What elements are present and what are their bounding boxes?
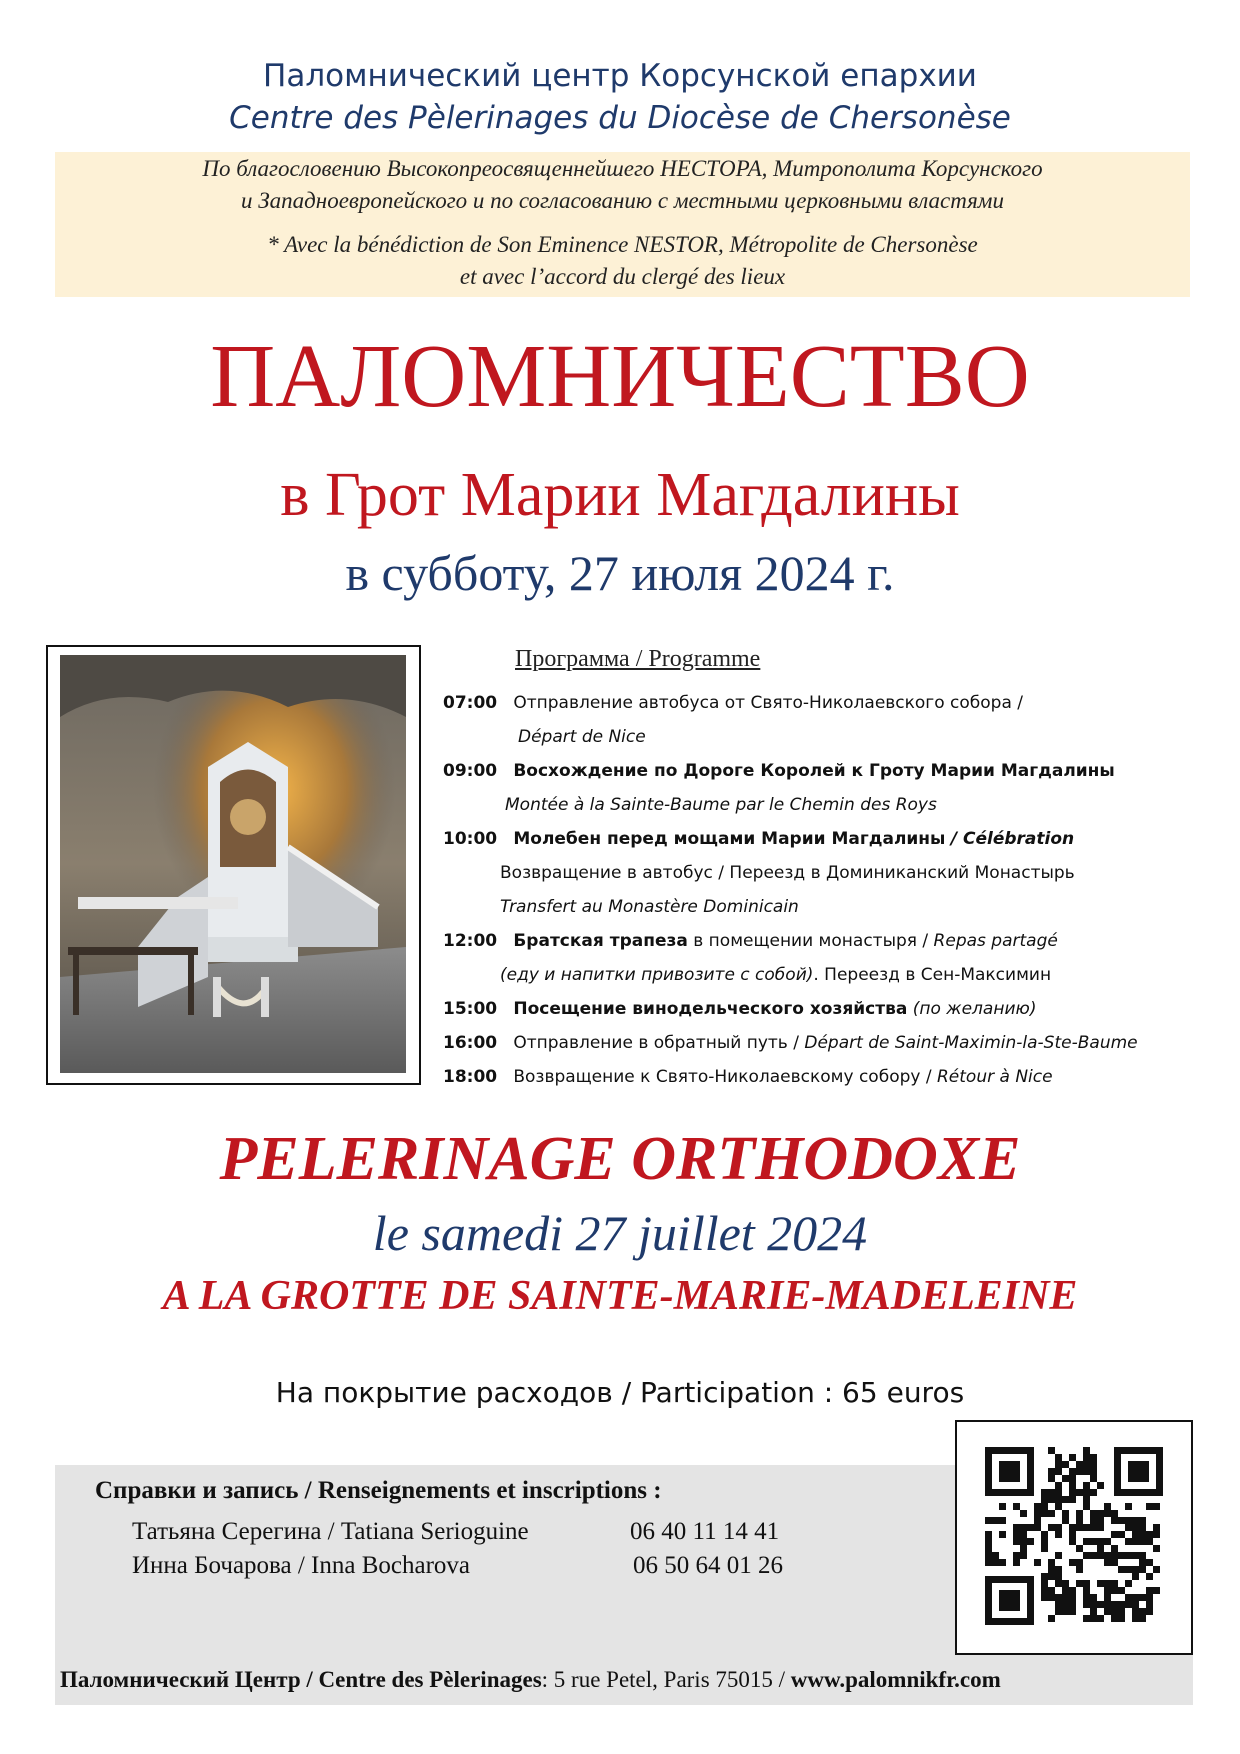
qr-module (1048, 1566, 1055, 1573)
qr-module (1076, 1461, 1083, 1468)
qr-module (1125, 1517, 1132, 1524)
qr-module (1055, 1608, 1062, 1615)
qr-module (1062, 1594, 1069, 1601)
qr-module (1097, 1580, 1104, 1587)
qr-module (1048, 1594, 1055, 1601)
qr-module (1069, 1482, 1076, 1489)
qr-module (1090, 1517, 1097, 1524)
qr-module (1132, 1524, 1139, 1531)
qr-module (1090, 1615, 1097, 1622)
time-1000: 10:00 (443, 829, 498, 849)
qr-module (1090, 1454, 1097, 1461)
qr-module (1083, 1524, 1090, 1531)
time-0700: 07:00 (443, 693, 498, 713)
qr-module (1013, 1559, 1020, 1566)
qr-module (1034, 1517, 1041, 1524)
program-item-1800 (443, 1067, 1053, 1087)
qr-module (1083, 1552, 1090, 1559)
qr-module (1027, 1524, 1034, 1531)
qr-module (1062, 1608, 1069, 1615)
qr-module (1104, 1510, 1111, 1517)
qr-module (1125, 1552, 1132, 1559)
qr-module (1139, 1615, 1146, 1622)
program-item-1000-sub (500, 863, 1075, 883)
qr-module (992, 1559, 999, 1566)
qr-module (1104, 1608, 1111, 1615)
contact-phone-2[interactable]: 06 50 64 01 26 (633, 1552, 783, 1579)
item-1200-main: Братская трапеза (513, 931, 688, 951)
qr-module (1104, 1538, 1111, 1545)
qr-module (1125, 1503, 1132, 1510)
qr-module (1083, 1601, 1090, 1608)
qr-module (1076, 1468, 1083, 1475)
qr-module (1076, 1545, 1083, 1552)
qr-module (1125, 1580, 1132, 1587)
qr-module (1139, 1531, 1146, 1538)
qr-module (992, 1517, 999, 1524)
qr-module (1146, 1608, 1153, 1615)
qr-module (1069, 1559, 1076, 1566)
qr-module (1139, 1517, 1146, 1524)
item-1200-main-fr: Repas partagé (933, 931, 1058, 951)
qr-module (1083, 1468, 1090, 1475)
qr-module (1118, 1587, 1125, 1594)
qr-module (1090, 1601, 1097, 1608)
time-0900: 09:00 (443, 761, 498, 781)
qr-module (1111, 1601, 1118, 1608)
qr-module (1055, 1468, 1062, 1475)
qr-module (1041, 1503, 1048, 1510)
time-1500: 15:00 (443, 999, 498, 1019)
contact-name-1: Татьяна Серегина / Tatiana Serioguine (132, 1518, 529, 1545)
qr-module (1153, 1531, 1160, 1538)
qr-module (1048, 1587, 1055, 1594)
item-1600-main: Отправление в обратный путь / (513, 1033, 799, 1053)
qr-module (985, 1552, 992, 1559)
qr-module (1125, 1524, 1132, 1531)
qr-module (1020, 1531, 1027, 1538)
blessing-ru-line1: По благословению Высокопреосвященнейшего НЕСТОРА, Митрополита Корсунского (202, 156, 1043, 181)
qr-module (1083, 1587, 1090, 1594)
qr-module (1118, 1531, 1125, 1538)
contact-name-2: Инна Бочарова / Inna Bocharova (132, 1552, 471, 1579)
qr-module (1153, 1587, 1160, 1594)
qr-module (1048, 1468, 1055, 1475)
qr-module (1132, 1566, 1139, 1573)
qr-module (1097, 1524, 1104, 1531)
item-1800-main-fr: Rétour à Nice (937, 1067, 1053, 1087)
qr-module (1048, 1489, 1055, 1496)
qr-module (1055, 1489, 1062, 1496)
program-item-1000-sub2 (500, 897, 799, 917)
contact-phone-1[interactable]: 06 40 11 14 41 (630, 1518, 780, 1545)
qr-module (1048, 1496, 1055, 1503)
qr-module (1062, 1475, 1069, 1482)
item-0700-main: Отправление автобуса от Свято-Николаевского собора / (513, 693, 1024, 713)
qr-module (1090, 1538, 1097, 1545)
qr-module (1139, 1538, 1146, 1545)
qr-module (1090, 1608, 1097, 1615)
qr-module (1111, 1587, 1118, 1594)
subtitle-destination: в Грот Марии Магдалины (280, 461, 960, 529)
qr-module (1069, 1489, 1076, 1496)
qr-module (1146, 1594, 1153, 1601)
grotto-photo (46, 645, 421, 1085)
qr-module (1048, 1559, 1055, 1566)
qr-module (1069, 1608, 1076, 1615)
qr-module (1041, 1510, 1048, 1517)
qr-module (1076, 1559, 1083, 1566)
qr-module (1041, 1573, 1048, 1580)
qr-module (999, 1517, 1006, 1524)
qr-module (1055, 1496, 1062, 1503)
qr-module (1090, 1524, 1097, 1531)
program-item-0900-sub (505, 795, 937, 815)
qr-module (1118, 1566, 1125, 1573)
qr-module (1083, 1615, 1090, 1622)
grotto-chapel-image (48, 647, 419, 1083)
qr-module (992, 1552, 999, 1559)
qr-module (1097, 1538, 1104, 1545)
qr-module (1146, 1559, 1153, 1566)
qr-module (1104, 1601, 1111, 1608)
qr-module (1083, 1489, 1090, 1496)
qr-module (1069, 1538, 1076, 1545)
qr-module (1027, 1538, 1034, 1545)
qr-module (1125, 1601, 1132, 1608)
qr-module (1069, 1496, 1076, 1503)
qr-module (1139, 1594, 1146, 1601)
qr-module (999, 1531, 1006, 1538)
qr-module (1132, 1531, 1139, 1538)
qr-module (1118, 1601, 1125, 1608)
qr-module (1111, 1552, 1118, 1559)
footer-website[interactable]: www.palomnikfr.com (790, 1667, 1001, 1692)
subtitle-date: в субботу, 27 июля 2024 г. (345, 545, 895, 601)
qr-module (1048, 1573, 1055, 1580)
qr-module (1069, 1531, 1076, 1538)
qr-module (1139, 1559, 1146, 1566)
qr-module (1076, 1517, 1083, 1524)
qr-module (1055, 1461, 1062, 1468)
qr-module (1097, 1482, 1104, 1489)
qr-module (1132, 1601, 1139, 1608)
item-1200-sub-rest: . Переезд в Сен-Максимин (813, 965, 1052, 985)
qr-module (1153, 1566, 1160, 1573)
qr-module (1132, 1573, 1139, 1580)
qr-module (1041, 1531, 1048, 1538)
qr-module (1062, 1510, 1069, 1517)
qr-module (1090, 1475, 1097, 1482)
french-date: le samedi 27 juillet 2024 (372, 1205, 868, 1261)
qr-module (1076, 1524, 1083, 1531)
organization-name-fr: Centre des Pèlerinages du Diocèse de Chersonèse (229, 100, 1011, 136)
contact-heading: Справки и запись / Renseignements et inscriptions : (95, 1477, 662, 1504)
item-1000-main-fr: Célébration (962, 829, 1075, 849)
qr-module (1062, 1587, 1069, 1594)
item-1200-sub: (еду и напитки привозите с собой) (500, 965, 814, 985)
qr-module (1083, 1496, 1090, 1503)
qr-module (1020, 1552, 1027, 1559)
qr-module (1097, 1552, 1104, 1559)
qr-module (1153, 1545, 1160, 1552)
qr-module (1013, 1503, 1020, 1510)
qr-module (1055, 1552, 1062, 1559)
footer-address: : 5 rue Petel, Paris 75015 / (541, 1667, 786, 1692)
blessing-fr-line2: et avec l’accord du clergé des lieux (459, 264, 786, 289)
item-1500-main: Посещение винодельческого хозяйства (513, 999, 908, 1019)
qr-module (1104, 1587, 1111, 1594)
program-item-0700 (443, 693, 1023, 713)
item-1200-main-rest: в помещении монастыря / (693, 931, 929, 951)
qr-module (1048, 1447, 1055, 1454)
item-1000-main: Молебен перед мощами Марии Магдалины (513, 829, 946, 849)
program-item-1200 (443, 931, 1058, 951)
qr-module (1083, 1461, 1090, 1468)
qr-module (1111, 1517, 1118, 1524)
qr-module (1076, 1566, 1083, 1573)
time-1200: 12:00 (443, 931, 498, 951)
qr-module (1020, 1538, 1027, 1545)
qr-module (1083, 1503, 1090, 1510)
qr-module (1097, 1545, 1104, 1552)
blessing-ru-line2: и Западноевропейского и по согласованию с местными церковными властями (241, 188, 1004, 213)
item-1500-main-rest: (по желанию) (912, 999, 1037, 1019)
qr-module (1118, 1552, 1125, 1559)
program-heading: Программа / Programme (515, 646, 761, 672)
qr-module (1125, 1538, 1132, 1545)
qr-module (1132, 1538, 1139, 1545)
qr-module (1062, 1461, 1069, 1468)
qr-module (1090, 1468, 1097, 1475)
program-item-0900 (443, 761, 1115, 781)
qr-module (1020, 1545, 1027, 1552)
qr-module (1041, 1496, 1048, 1503)
qr-module (1055, 1566, 1062, 1573)
main-title: ПАЛОМНИЧЕСТВО (210, 327, 1030, 426)
qr-module (1083, 1580, 1090, 1587)
qr-module (985, 1538, 992, 1545)
qr-module (1069, 1524, 1076, 1531)
qr-module (1041, 1545, 1048, 1552)
qr-module (1132, 1615, 1139, 1622)
qr-module (1118, 1615, 1125, 1622)
item-0900-sub: Montée à la Sainte-Baume par le Chemin des Roys (505, 795, 937, 815)
qr-module (1076, 1489, 1083, 1496)
item-1000-sub2: Transfert au Monastère Dominicain (500, 897, 799, 917)
organization-name-ru: Паломнический центр Корсунской епархии (263, 58, 977, 94)
qr-module (1153, 1524, 1160, 1531)
qr-module (1048, 1475, 1055, 1482)
footer-label: Паломнический Центр / Centre des Pèlerinages (60, 1667, 542, 1692)
qr-module (1139, 1552, 1146, 1559)
qr-module (1104, 1594, 1111, 1601)
participation-price: На покрытие расходов / Participation : 65 euros (275, 1376, 965, 1409)
item-1000-sub: Возвращение в автобус / Переезд в Доминиканский Монастырь (500, 863, 1075, 883)
qr-module (1146, 1601, 1153, 1608)
qr-module (1090, 1510, 1097, 1517)
qr-module (1146, 1573, 1153, 1580)
french-title: PELERINAGE ORTHODOXE (219, 1125, 1021, 1193)
item-1800-main: Возвращение к Свято-Николаевскому собору / (513, 1067, 932, 1087)
qr-module (1083, 1454, 1090, 1461)
qr-module (1118, 1608, 1125, 1615)
qr-module (1076, 1580, 1083, 1587)
qr-module (1090, 1461, 1097, 1468)
qr-module (1146, 1503, 1153, 1510)
qr-module (1013, 1538, 1020, 1545)
qr-module (1139, 1608, 1146, 1615)
qr-finder-top-right (1114, 1447, 1163, 1496)
qr-module (1104, 1559, 1111, 1566)
program-item-0700-sub (518, 727, 646, 747)
qr-module (1069, 1594, 1076, 1601)
qr-module (1034, 1510, 1041, 1517)
qr-module (1111, 1608, 1118, 1615)
qr-module (1034, 1559, 1041, 1566)
qr-module (1062, 1601, 1069, 1608)
qr-module (1055, 1580, 1062, 1587)
qr-module (1069, 1468, 1076, 1475)
qr-module (1013, 1524, 1020, 1531)
qr-module (1041, 1580, 1048, 1587)
qr-module (1055, 1594, 1062, 1601)
program-item-1200-sub (500, 965, 1051, 985)
qr-module (1132, 1552, 1139, 1559)
qr-module (1111, 1580, 1118, 1587)
qr-module (1083, 1447, 1090, 1454)
qr-module (1111, 1531, 1118, 1538)
qr-module (1083, 1538, 1090, 1545)
blessing-fr-line1: * Avec la bénédiction de Son Eminence NESTOR, Métropolite de Chersonèse (267, 232, 978, 257)
item-0900-main: Восхождение по Дороге Королей к Гроту Марии Магдалины (513, 761, 1115, 781)
qr-module (1104, 1580, 1111, 1587)
qr-module (1104, 1503, 1111, 1510)
qr-module (1069, 1601, 1076, 1608)
time-1600: 16:00 (443, 1033, 498, 1053)
qr-module (1041, 1594, 1048, 1601)
qr-module (1104, 1552, 1111, 1559)
french-destination: A LA GROTTE DE SAINTE-MARIE-MADELEINE (162, 1273, 1078, 1319)
blessing-box (55, 152, 1190, 297)
qr-module (1048, 1510, 1055, 1517)
qr-finder-top-left (985, 1447, 1034, 1496)
qr-module (985, 1545, 992, 1552)
qr-module (1055, 1601, 1062, 1608)
qr-module (1062, 1580, 1069, 1587)
qr-module (1139, 1566, 1146, 1573)
qr-module (1041, 1538, 1048, 1545)
qr-module (1013, 1552, 1020, 1559)
qr-module (1097, 1517, 1104, 1524)
qr-module (1090, 1489, 1097, 1496)
item-1600-main-fr: Départ de Saint-Maximin-la-Ste-Baume (804, 1033, 1138, 1053)
qr-module (1125, 1566, 1132, 1573)
qr-module (1097, 1601, 1104, 1608)
qr-module (1069, 1587, 1076, 1594)
qr-module (1062, 1496, 1069, 1503)
qr-code-icon (957, 1422, 1191, 1653)
qr-module (1132, 1608, 1139, 1615)
qr-module (1069, 1454, 1076, 1461)
qr-module (1055, 1503, 1062, 1510)
qr-module (1041, 1489, 1048, 1496)
footer-line (60, 1667, 1001, 1693)
qr-module (1020, 1510, 1027, 1517)
qr-module (1125, 1594, 1132, 1601)
qr-module (1055, 1573, 1062, 1580)
qr-module (999, 1503, 1006, 1510)
time-1800: 18:00 (443, 1067, 498, 1087)
qr-module (1132, 1517, 1139, 1524)
qr-module (1139, 1524, 1146, 1531)
qr-module (1146, 1587, 1153, 1594)
qr-module (1111, 1615, 1118, 1622)
qr-module (985, 1531, 992, 1538)
qr-module (1111, 1559, 1118, 1566)
qr-module (999, 1559, 1006, 1566)
qr-module (1062, 1517, 1069, 1524)
qr-module (1146, 1538, 1153, 1545)
qr-module (1048, 1524, 1055, 1531)
qr-module (985, 1517, 992, 1524)
qr-module (1146, 1531, 1153, 1538)
qr-module (1055, 1524, 1062, 1531)
qr-module (1083, 1594, 1090, 1601)
qr-module (1041, 1587, 1048, 1594)
qr-module (1132, 1594, 1139, 1601)
qr-module (1118, 1517, 1125, 1524)
qr-module (1055, 1531, 1062, 1538)
qr-code[interactable] (955, 1420, 1193, 1655)
qr-module (1097, 1615, 1104, 1622)
qr-module (1153, 1503, 1160, 1510)
qr-module (1111, 1510, 1118, 1517)
qr-module (1083, 1482, 1090, 1489)
qr-module (1034, 1503, 1041, 1510)
qr-module (1069, 1475, 1076, 1482)
qr-module (1013, 1531, 1020, 1538)
qr-module (1097, 1510, 1104, 1517)
qr-module (1090, 1552, 1097, 1559)
item-0700-sub: Départ de Nice (518, 727, 646, 747)
qr-module (1020, 1524, 1027, 1531)
qr-module (1034, 1524, 1041, 1531)
qr-module (985, 1559, 992, 1566)
program-item-1600 (443, 1033, 1138, 1053)
program-item-1000: 10:00 Молебен перед мощами Марии Магдалины / Célébration (443, 829, 1075, 849)
qr-module (1048, 1615, 1055, 1622)
program-item-1500 (443, 999, 1036, 1019)
qr-finder-bottom-left (985, 1576, 1034, 1625)
qr-module (1090, 1594, 1097, 1601)
qr-module (1055, 1482, 1062, 1489)
qr-module (1111, 1545, 1118, 1552)
qr-module (1055, 1454, 1062, 1461)
qr-module (1076, 1510, 1083, 1517)
